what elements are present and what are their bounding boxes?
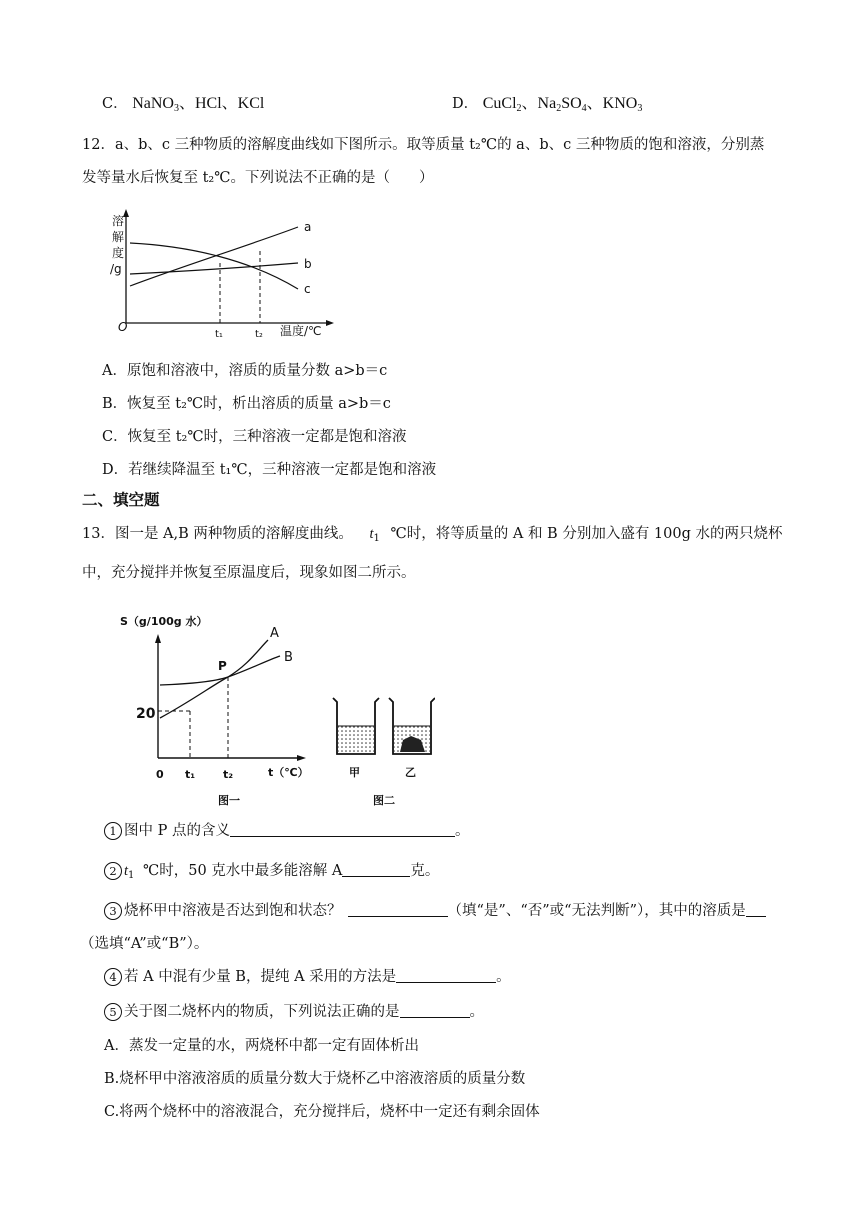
curve-a-label: a: [304, 220, 312, 234]
formula-d: CuCl$_2$、$Na_2SO_4$、$KNO_3$: [482, 95, 643, 114]
ylabel-char: 度: [112, 246, 125, 260]
xlabel: t（℃）: [268, 766, 309, 779]
ylabel: S（g/100g 水）: [120, 615, 208, 628]
curve-a: [130, 227, 298, 286]
tick-t2: t₂: [255, 329, 263, 340]
q12-stem-line1: 12．a、b、c 三种物质的溶解度曲线如下图所示。取等质量 t₂℃的 a、b、c 三种物质的饱和溶液，分别蒸: [82, 137, 765, 153]
q12-stem-line2: 发等量水后恢复至 t₂℃。下列说法不正确的是（ ）: [82, 170, 434, 186]
answer-blank[interactable]: [342, 862, 410, 877]
q13-option-a: A．蒸发一定量的水，两烧杯中都一定有固体析出: [104, 1038, 419, 1054]
figure1-caption: 图一: [218, 794, 240, 807]
q13-item-3-line2: （选填“A”或“B”）。: [80, 936, 209, 952]
figure2-caption: 图二: [373, 794, 395, 807]
origin: 0: [156, 768, 164, 781]
option-letter: D．: [452, 96, 479, 112]
option-letter: C．: [102, 96, 128, 112]
q13-figure1-graph: [118, 610, 318, 810]
q12-option-b: B．恢复至 t₂℃时，析出溶质的质量 a>b＝c: [102, 396, 391, 412]
answer-blank[interactable]: [400, 1003, 470, 1018]
q13-stem-line1: 13．图一是 A,B 两种物质的溶解度曲线。 $t_1$ ℃时，将等质量的 A 和 B 分别加入盛有 100g 水的两只烧杯: [82, 526, 783, 544]
xlabel: 温度/℃: [280, 324, 322, 338]
ytick-20: 20: [136, 706, 156, 722]
beaker-yi-label: 乙: [405, 766, 416, 779]
q12-option-d: D．若继续降温至 t₁℃，三种溶液一定都是饱和溶液: [102, 462, 437, 478]
origin-label: O: [118, 320, 128, 334]
answer-blank[interactable]: [396, 968, 496, 983]
q13-option-b: B.烧杯甲中溶液溶质的质量分数大于烧杯乙中溶液溶质的质量分数: [104, 1071, 526, 1087]
section-heading: 二、填空题: [82, 491, 160, 509]
xtick-t1: t₁: [185, 768, 196, 781]
curve-b-label: b: [304, 257, 312, 271]
q13-item-3: 3 烧杯甲中溶液是否达到饱和状态？ （填“是”、“否”或“无法判断”），其中的溶质是: [104, 901, 766, 921]
curve-b: [130, 263, 298, 274]
q13-item-4: 4 若 A 中混有少量 B，提纯 A 采用的方法是 。: [104, 967, 511, 987]
q12-solubility-graph: [100, 205, 340, 345]
ylabel-char: 解: [112, 230, 125, 244]
curve-A-label: A: [270, 626, 279, 641]
q13-stem-line2: 中，充分搅拌并恢复至原温度后，现象如图二所示。: [82, 565, 416, 581]
answer-blank[interactable]: [230, 822, 455, 837]
q13-item-5: 5 关于图二烧杯内的物质，下列说法正确的是 。: [104, 1002, 484, 1022]
q12-option-a: A．原饱和溶液中，溶质的质量分数 a>b＝c: [102, 363, 388, 379]
curve-B-label: B: [284, 650, 293, 665]
q11-option-c: [102, 94, 264, 114]
curve-c-label: c: [304, 282, 311, 296]
ylabel-char: 溶: [112, 214, 125, 228]
curve-c: [130, 243, 298, 289]
ylabel-char: /g: [110, 262, 122, 276]
beaker-jia: [333, 698, 379, 754]
q12-option-c: C．恢复至 t₂℃时，三种溶液一定都是饱和溶液: [102, 429, 407, 445]
beaker-jia-label: 甲: [349, 766, 360, 779]
q11-option-d: [452, 94, 642, 114]
q13-item-1: 1 图中 P 点的含义 。: [104, 821, 469, 841]
curve-A: [160, 640, 268, 718]
point-p-label: P: [218, 659, 227, 673]
formula-c: NaNO$_3$、HCl、KCl: [132, 95, 265, 114]
q13-figure2-beakers: [325, 690, 435, 810]
answer-blank[interactable]: [348, 902, 448, 917]
q13-item-2: 2 $t_1$ ℃时，50 克水中最多能溶解 A 克。: [104, 861, 439, 881]
xtick-t2: t₂: [223, 768, 234, 781]
beaker-yi: [389, 698, 435, 754]
tick-t1: t₁: [215, 329, 223, 340]
q13-option-c: C.将两个烧杯中的溶液混合，充分搅拌后，烧杯中一定还有剩余固体: [104, 1104, 540, 1120]
answer-blank[interactable]: [746, 902, 766, 917]
